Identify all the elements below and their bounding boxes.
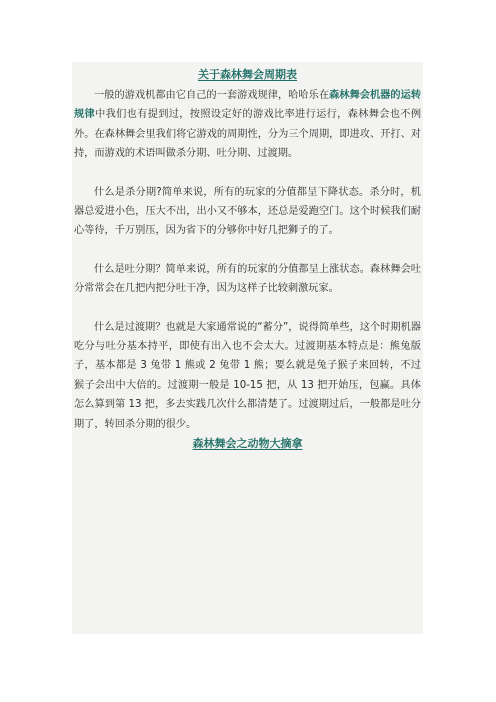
paragraph-spacer bbox=[72, 241, 423, 260]
paragraph-kill-phase: 什么是杀分期?简单来说，所有的玩家的分值都呈下降状态。杀分时，机器总爱进小色，压大不出，出小又不够本，还总是爱跑空门。这个时候我们耐心等待，千万别压，因为省下的分够你中好几把狮子的了。 bbox=[74, 186, 421, 237]
paragraph-intro bbox=[72, 86, 423, 164]
content-block bbox=[72, 62, 423, 634]
article-title: 关于森林舞会周期表 bbox=[198, 68, 297, 81]
paragraph-transition-phase: 什么是过渡期？也就是大家通常说的“蓄分”，说得简单些，这个时期机器吃分与吐分基本持平，即使有出入也不会太大。过渡期基本特点是：熊兔版子，基本都是 3 兔带 1 熊或 2 兔带 1 熊；要么就是兔子猴子来回转，不过猴子会出中大倍的。过渡期一般是 10-15 把，从 13 把开始压，包赢。具体怎么算到第 13 把，多去实践几次什么都清楚了。过渡期过后，一般都是吐分期了，转回杀分期的很少。 bbox=[74, 321, 421, 430]
paragraph-intro-text-a: 一般的游戏机都由它自己的一套游戏规律，哈哈乐在 bbox=[94, 90, 330, 101]
paragraph-payout-phase: 什么是吐分期？简单来说，所有的玩家的分值都呈上涨状态。森林舞会吐分常常会在几把内把分吐干净，因为这样子比较刺激玩家。 bbox=[74, 263, 421, 295]
paragraph-intro-text-b: 中我们也有提到过，按照设定好的游戏比率进行运行，森林舞会也不例外。在森林舞会里我们将它游戏的周期性，分为三个周期，即进攻、开打、对持，而游戏的术语叫做杀分期、吐分期、过渡期。 bbox=[74, 109, 422, 160]
paragraph-spacer bbox=[72, 164, 423, 183]
next-section-title: 森林舞会之动物大摘拿 bbox=[192, 437, 303, 451]
paragraph-spacer bbox=[72, 299, 423, 318]
keyword-link[interactable]: 森林舞会机器的运转规律 bbox=[74, 90, 422, 121]
